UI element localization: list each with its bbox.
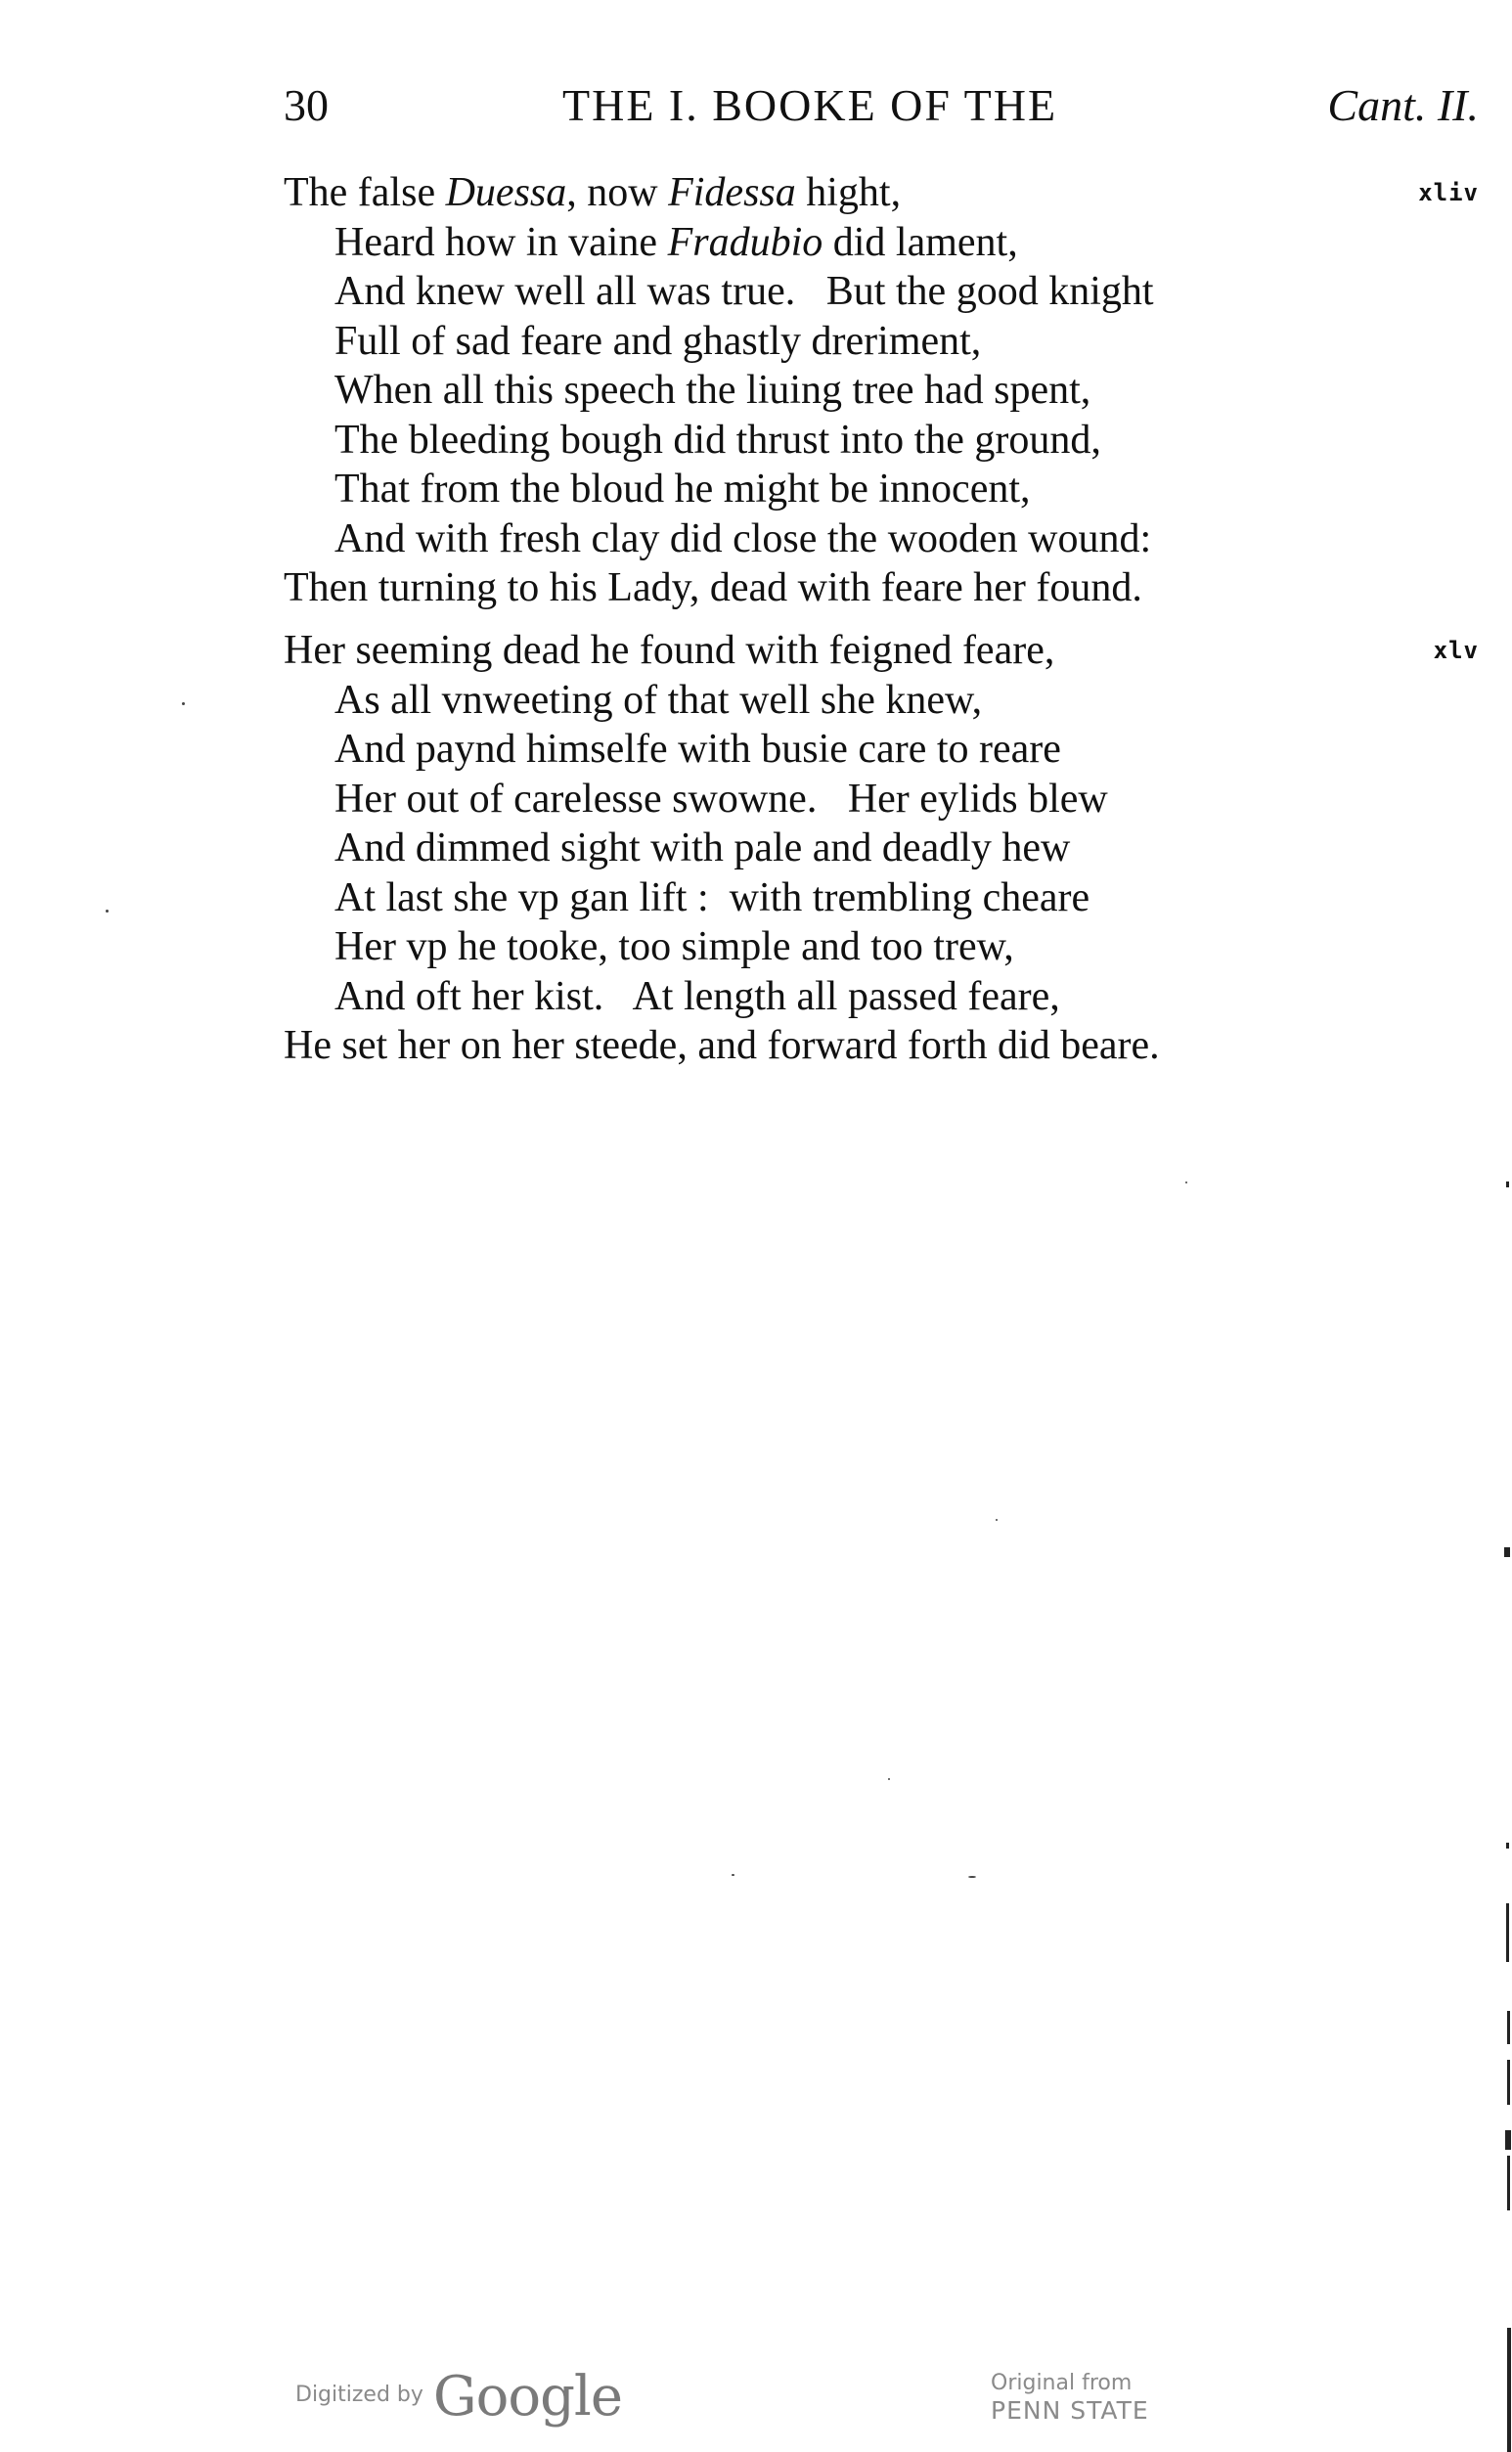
stanza-number: xliv bbox=[1418, 179, 1479, 206]
verse-line: And paynd himselfe with busie care to reare bbox=[334, 727, 1061, 772]
google-logo: Google bbox=[432, 2365, 622, 2429]
verse-line: When all this speech the liuing tree had spent, bbox=[334, 368, 1091, 413]
edge-mark bbox=[1505, 2130, 1511, 2150]
verse-line: Full of sad feare and ghastly dreriment, bbox=[334, 318, 982, 364]
header-title: THE I. BOOKE OF THE bbox=[562, 80, 1058, 130]
original-from bbox=[991, 2370, 1149, 2425]
scan-speck bbox=[968, 1876, 976, 1878]
original-from-label: Original from bbox=[991, 2371, 1133, 2395]
edge-mark bbox=[1507, 2156, 1510, 2210]
verse-line: Her seeming dead he found with feigned feare, xlv bbox=[284, 626, 1479, 676]
verse-line: Her out of carelesse swowne. Her eylids blew bbox=[334, 776, 1108, 822]
edge-mark bbox=[1506, 1181, 1509, 1187]
stanza-xlv bbox=[284, 626, 1479, 1071]
canto-label: Cant. II. bbox=[1327, 80, 1479, 130]
edge-mark bbox=[1507, 2011, 1510, 2044]
verse-line: He set her on her steede, and forward forth did beare. bbox=[284, 1023, 1160, 1068]
institution-name: PENN STATE bbox=[991, 2396, 1149, 2425]
edge-mark bbox=[1507, 2328, 1511, 2452]
verse-line: That from the bloud he might be innocent, bbox=[334, 467, 1031, 512]
page-number: 30 bbox=[284, 80, 329, 130]
edge-mark bbox=[1506, 1843, 1509, 1849]
scan-speck bbox=[996, 1519, 998, 1521]
scan-speck bbox=[732, 1874, 734, 1876]
verse-line: As all vnweeting of that well she knew, bbox=[334, 677, 983, 723]
edge-mark bbox=[1507, 2060, 1510, 2105]
verse-line: At last she vp gan lift : with trembling cheare bbox=[334, 874, 1090, 920]
scan-speck bbox=[182, 702, 185, 705]
digitized-label: Digitized by bbox=[295, 2383, 423, 2407]
scan-speck bbox=[106, 910, 109, 913]
edge-mark bbox=[1504, 1547, 1510, 1557]
verse-line: Then turning to his Lady, dead with feare her found. bbox=[284, 565, 1142, 610]
verse-line: The bleeding bough did thrust into the ground, bbox=[334, 417, 1101, 463]
scan-speck bbox=[1185, 1181, 1187, 1183]
verse-line: And knew well all was true. But the good knight bbox=[334, 269, 1154, 314]
edge-mark bbox=[1506, 1903, 1509, 1962]
stanza-number: xlv bbox=[1433, 637, 1479, 664]
digitized-by-google bbox=[295, 2365, 622, 2433]
running-header bbox=[284, 76, 1479, 135]
verse-line: And oft her kist. At length all passed feare, bbox=[334, 973, 1060, 1019]
verse-line: Her vp he tooke, too simple and too trew, bbox=[334, 924, 1014, 969]
verse-line: And with fresh clay did close the wooden wound: bbox=[334, 515, 1152, 561]
stanza-xliv bbox=[284, 168, 1479, 613]
verse-line: And dimmed sight with pale and deadly hew bbox=[334, 825, 1071, 870]
scan-speck bbox=[888, 1778, 890, 1780]
verse-line: Heard how in vaine Fradubio did lament, bbox=[334, 219, 1018, 265]
verse-line: The false Duessa, now Fidessa hight, xliv bbox=[284, 168, 1479, 218]
